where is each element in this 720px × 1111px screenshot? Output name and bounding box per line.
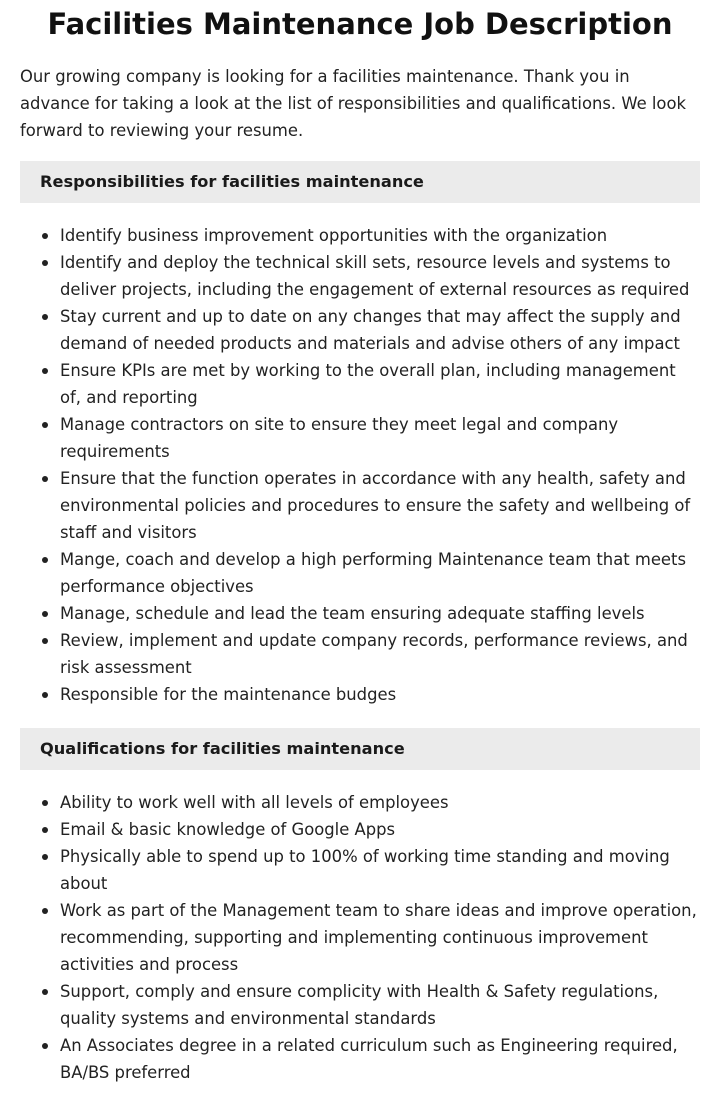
list-item-text: Ability to work well with all levels of employees xyxy=(60,793,449,812)
list-item xyxy=(20,681,700,708)
list-item-text: Work as part of the Management team to share ideas and improve operation, recommending, supporting and implementing continuous improvement activities and process xyxy=(60,901,697,974)
list-item-text: Physically able to spend up to 100% of working time standing and moving about xyxy=(60,847,670,893)
list-item-text: An Associates degree in a related curriculum such as Engineering required, BA/BS preferred xyxy=(60,1036,678,1082)
list-item xyxy=(20,249,700,303)
list-item-text: Manage contractors on site to ensure they meet legal and company requirements xyxy=(60,415,619,461)
bullet-icon xyxy=(42,233,48,239)
list-item-text: Email & basic knowledge of Google Apps xyxy=(60,820,396,839)
list-item xyxy=(20,789,700,816)
list-item-text: Responsible for the maintenance budges xyxy=(60,685,397,704)
bullet-icon xyxy=(42,314,48,320)
list-item-text: Manage, schedule and lead the team ensuring adequate staffing levels xyxy=(60,604,645,623)
bullet-icon xyxy=(42,827,48,833)
bullet-icon xyxy=(42,854,48,860)
bullet-icon xyxy=(42,260,48,266)
list-item-text: Support, comply and ensure complicity with Health & Safety regulations, quality systems and environmental standards xyxy=(60,982,659,1028)
bullet-icon xyxy=(42,422,48,428)
list-item-text: Identify and deploy the technical skill sets, resource levels and systems to deliver projects, including the engagement of external resources as required xyxy=(60,253,690,299)
bullet-icon xyxy=(42,800,48,806)
list-item xyxy=(20,897,700,978)
list-item xyxy=(20,978,700,1032)
list-item-text: Stay current and up to date on any changes that may affect the supply and demand of needed products and materials and advise others of any impact xyxy=(60,307,681,353)
bullet-icon xyxy=(42,611,48,617)
list-item xyxy=(20,222,700,249)
list-item xyxy=(20,627,700,681)
list-item-text: Ensure that the function operates in accordance with any health, safety and environmental policies and procedures to ensure the safety and wellbeing of staff and visitors xyxy=(60,469,691,542)
list-item xyxy=(20,546,700,600)
list-item xyxy=(20,303,700,357)
list-item xyxy=(20,816,700,843)
bullet-icon xyxy=(42,368,48,374)
list-item xyxy=(20,843,700,897)
list-item xyxy=(20,600,700,627)
bullet-icon xyxy=(42,557,48,563)
bullet-icon xyxy=(42,476,48,482)
page-title: Facilities Maintenance Job Description xyxy=(47,7,673,41)
list-item-text: Review, implement and update company records, performance reviews, and risk assessment xyxy=(60,631,688,677)
bullet-icon xyxy=(42,1043,48,1049)
list-item-text: Ensure KPIs are met by working to the overall plan, including management of, and reporting xyxy=(60,361,676,407)
bullet-icon xyxy=(42,989,48,995)
list-item-text: Mange, coach and develop a high performing Maintenance team that meets performance objectives xyxy=(60,550,686,596)
qualifications-heading: Qualifications for facilities maintenance xyxy=(20,728,700,770)
responsibilities-list xyxy=(20,222,700,708)
list-item xyxy=(20,1032,700,1086)
list-item xyxy=(20,465,700,546)
list-item xyxy=(20,357,700,411)
list-item-text: Identify business improvement opportunities with the organization xyxy=(60,226,608,245)
responsibilities-heading: Responsibilities for facilities maintenance xyxy=(20,161,700,203)
intro-paragraph: Our growing company is looking for a facilities maintenance. Thank you in advance for taking a look at the list of responsibilities and qualifications. We look forward to reviewing your resume. xyxy=(20,67,686,140)
list-item xyxy=(20,411,700,465)
bullet-icon xyxy=(42,638,48,644)
bullet-icon xyxy=(42,908,48,914)
bullet-icon xyxy=(42,692,48,698)
qualifications-list xyxy=(20,789,700,1086)
